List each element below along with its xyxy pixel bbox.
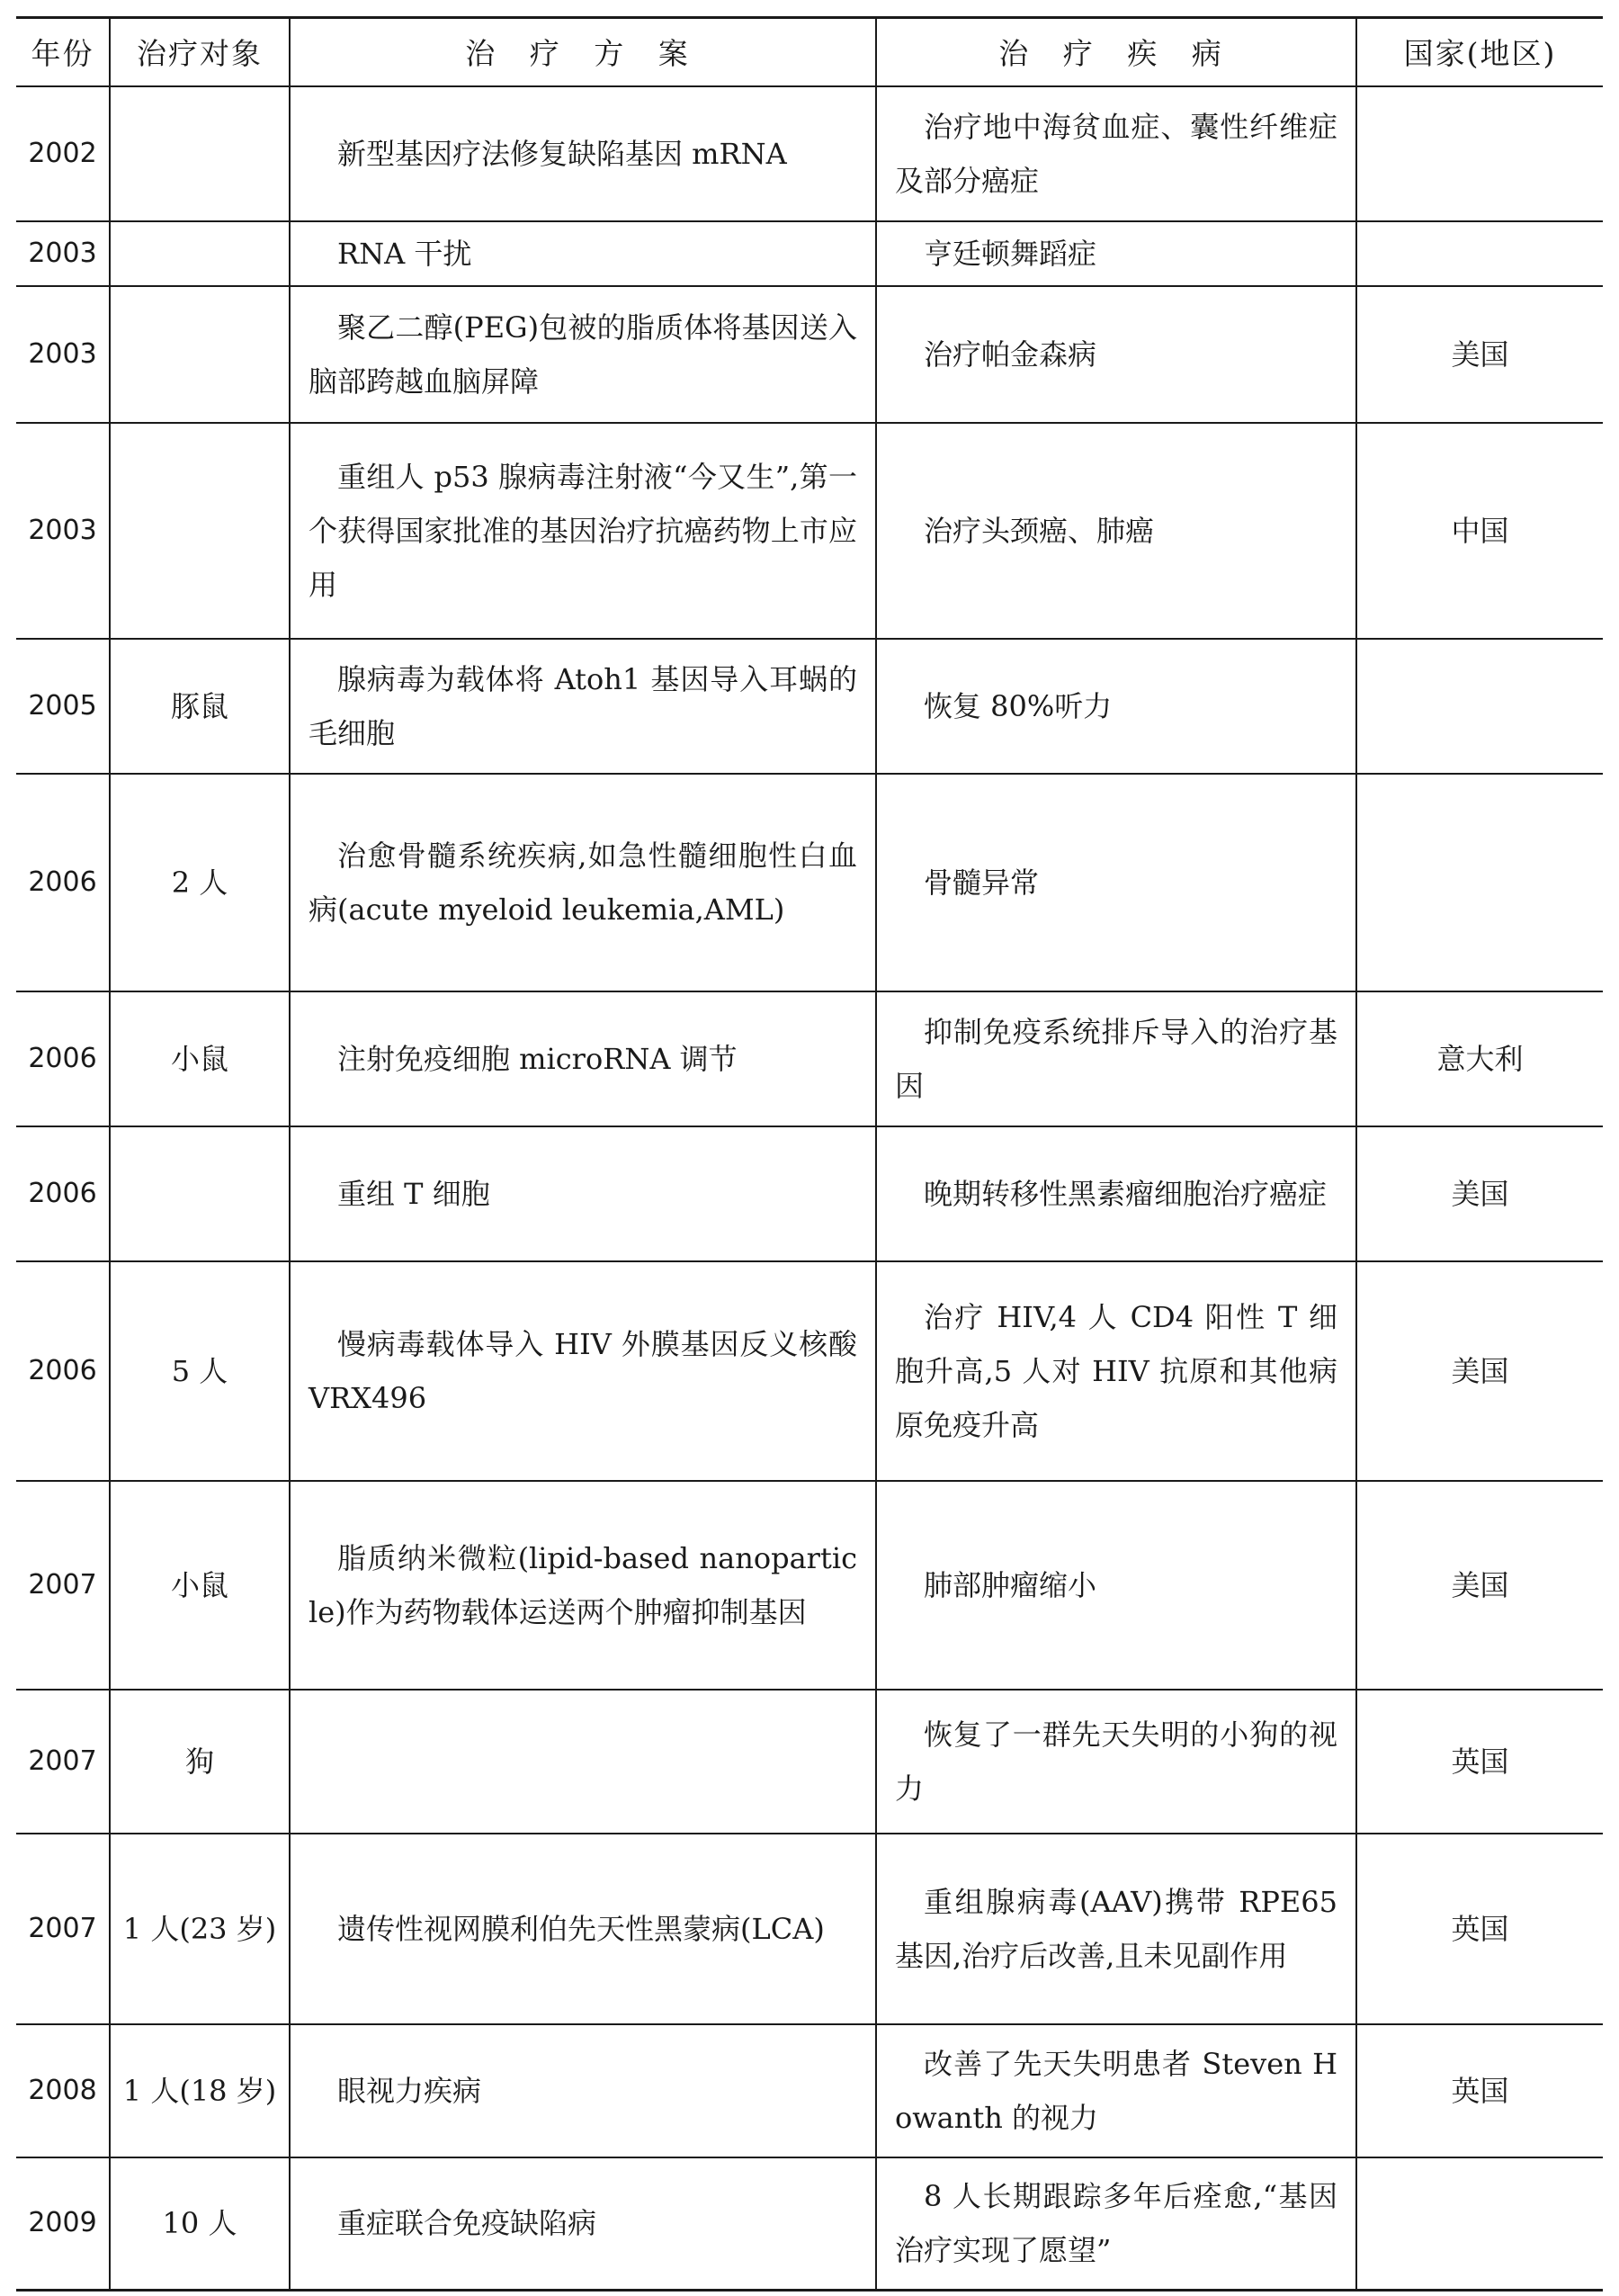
subject-cell	[110, 423, 290, 639]
plan-cell: 治愈骨髓系统疾病,如急性髓细胞性白血病(acute myeloid leukemia,AML)	[290, 774, 876, 991]
year-cell: 2006	[16, 991, 110, 1126]
country-cell	[1356, 86, 1603, 221]
country-cell: 美国	[1356, 1261, 1603, 1481]
table-row	[16, 1261, 1603, 1481]
table-row	[16, 1690, 1603, 1834]
subject-cell	[110, 221, 290, 286]
year-cell: 2006	[16, 1261, 110, 1481]
country-cell: 美国	[1356, 1126, 1603, 1261]
disease-cell: 骨髓异常	[876, 774, 1356, 991]
header-subject: 治疗对象	[110, 18, 290, 86]
year-cell: 2002	[16, 86, 110, 221]
header-country: 国家(地区)	[1356, 18, 1603, 86]
year-cell: 2006	[16, 1126, 110, 1261]
year-cell: 2007	[16, 1481, 110, 1690]
subject-cell	[110, 86, 290, 221]
year-cell: 2005	[16, 639, 110, 774]
country-cell	[1356, 774, 1603, 991]
table-row	[16, 639, 1603, 774]
plan-cell: 腺病毒为载体将 Atoh1 基因导入耳蜗的毛细胞	[290, 639, 876, 774]
disease-cell: 亨廷顿舞蹈症	[876, 221, 1356, 286]
country-cell: 意大利	[1356, 991, 1603, 1126]
country-cell: 美国	[1356, 1481, 1603, 1690]
year-cell: 2006	[16, 774, 110, 991]
country-cell	[1356, 639, 1603, 774]
header-disease: 治 疗 疾 病	[876, 18, 1356, 86]
plan-cell: 慢病毒载体导入 HIV 外膜基因反义核酸 VRX496	[290, 1261, 876, 1481]
table-row	[16, 86, 1603, 221]
table-row	[16, 221, 1603, 286]
plan-cell: 眼视力疾病	[290, 2024, 876, 2157]
disease-cell: 肺部肿瘤缩小	[876, 1481, 1356, 1690]
year-cell: 2003	[16, 221, 110, 286]
disease-cell: 8 人长期跟踪多年后痊愈,“基因治疗实现了愿望”	[876, 2157, 1356, 2291]
subject-cell: 小鼠	[110, 991, 290, 1126]
plan-cell: 重组人 p53 腺病毒注射液“今又生”,第一个获得国家批准的基因治疗抗癌药物上市应用	[290, 423, 876, 639]
gene-therapy-table	[16, 16, 1603, 2292]
plan-cell: 脂质纳米微粒(lipid-based nanoparticle)作为药物载体运送两个肿瘤抑制基因	[290, 1481, 876, 1690]
year-cell: 2007	[16, 1690, 110, 1834]
year-cell: 2009	[16, 2157, 110, 2291]
country-cell: 中国	[1356, 423, 1603, 639]
disease-cell: 治疗头颈癌、肺癌	[876, 423, 1356, 639]
table-row	[16, 1481, 1603, 1690]
plan-cell	[290, 1690, 876, 1834]
country-cell	[1356, 221, 1603, 286]
header-plan: 治 疗 方 案	[290, 18, 876, 86]
table-row	[16, 1126, 1603, 1261]
disease-cell: 治疗帕金森病	[876, 286, 1356, 423]
plan-cell: 重组 T 细胞	[290, 1126, 876, 1261]
plan-cell: RNA 干扰	[290, 221, 876, 286]
table-row	[16, 286, 1603, 423]
subject-cell: 狗	[110, 1690, 290, 1834]
country-cell: 英国	[1356, 1690, 1603, 1834]
country-cell: 英国	[1356, 2024, 1603, 2157]
plan-cell: 遗传性视网膜利伯先天性黑蒙病(LCA)	[290, 1834, 876, 2024]
year-cell: 2007	[16, 1834, 110, 2024]
subject-cell	[110, 286, 290, 423]
subject-cell: 豚鼠	[110, 639, 290, 774]
year-cell: 2008	[16, 2024, 110, 2157]
table-row	[16, 991, 1603, 1126]
table-row	[16, 1834, 1603, 2024]
header-row	[16, 18, 1603, 86]
plan-cell: 聚乙二醇(PEG)包被的脂质体将基因送入脑部跨越血脑屏障	[290, 286, 876, 423]
disease-cell: 恢复了一群先天失明的小狗的视力	[876, 1690, 1356, 1834]
subject-cell: 1 人(18 岁)	[110, 2024, 290, 2157]
year-cell: 2003	[16, 423, 110, 639]
disease-cell: 抑制免疫系统排斥导入的治疗基因	[876, 991, 1356, 1126]
disease-cell: 重组腺病毒(AAV)携带 RPE65 基因,治疗后改善,且未见副作用	[876, 1834, 1356, 2024]
subject-cell: 1 人(23 岁)	[110, 1834, 290, 2024]
country-cell: 英国	[1356, 1834, 1603, 2024]
year-cell: 2003	[16, 286, 110, 423]
subject-cell	[110, 1126, 290, 1261]
plan-cell: 注射免疫细胞 microRNA 调节	[290, 991, 876, 1126]
table-row	[16, 2157, 1603, 2291]
subject-cell: 10 人	[110, 2157, 290, 2291]
plan-cell: 重症联合免疫缺陷病	[290, 2157, 876, 2291]
header-year: 年份	[16, 18, 110, 86]
disease-cell: 晚期转移性黑素瘤细胞治疗癌症	[876, 1126, 1356, 1261]
country-cell: 美国	[1356, 286, 1603, 423]
country-cell	[1356, 2157, 1603, 2291]
subject-cell: 2 人	[110, 774, 290, 991]
disease-cell: 治疗 HIV,4 人 CD4 阳性 T 细胞升高,5 人对 HIV 抗原和其他病原免疫升高	[876, 1261, 1356, 1481]
subject-cell: 5 人	[110, 1261, 290, 1481]
plan-cell: 新型基因疗法修复缺陷基因 mRNA	[290, 86, 876, 221]
disease-cell: 恢复 80%听力	[876, 639, 1356, 774]
disease-cell: 改善了先天失明患者 Steven Howanth 的视力	[876, 2024, 1356, 2157]
table-row	[16, 423, 1603, 639]
subject-cell: 小鼠	[110, 1481, 290, 1690]
table-row	[16, 2024, 1603, 2157]
table-row	[16, 774, 1603, 991]
disease-cell: 治疗地中海贫血症、囊性纤维症及部分癌症	[876, 86, 1356, 221]
